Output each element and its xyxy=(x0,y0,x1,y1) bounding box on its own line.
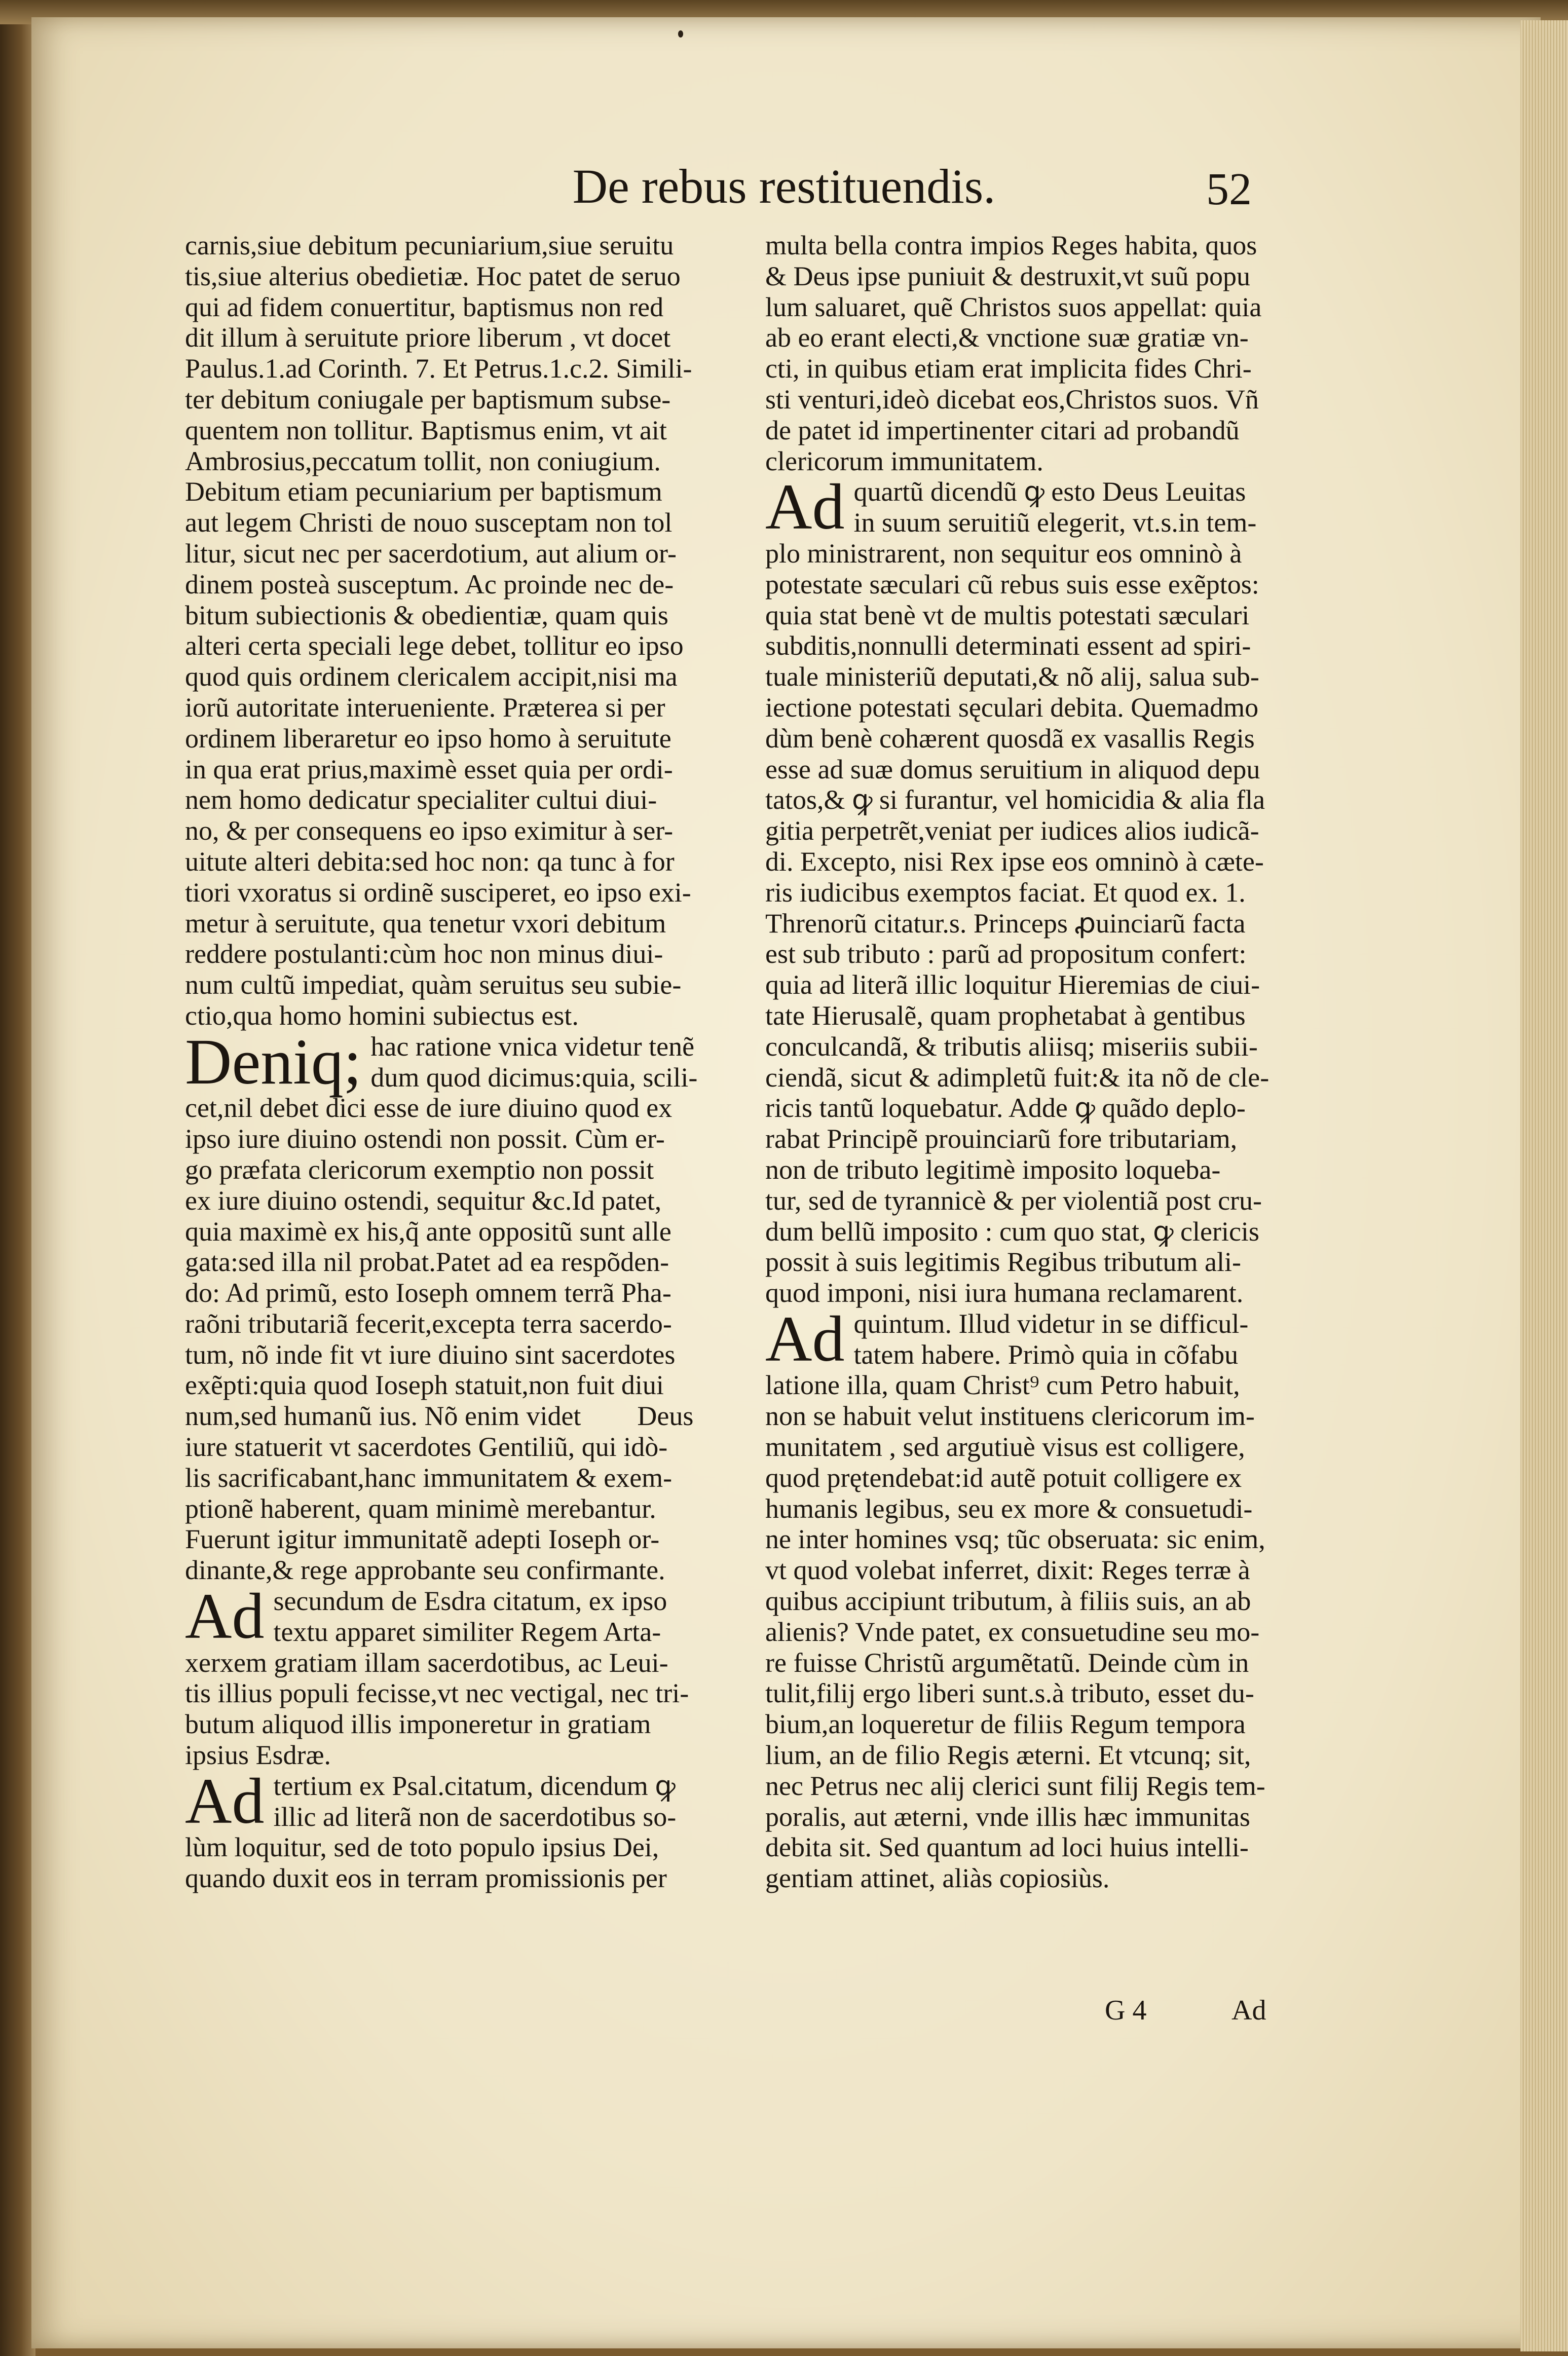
text-line: vt quod volebat inferret, dixit: Reges terræ à xyxy=(765,1555,1250,1586)
text-line: re fuisse Christũ argumẽtatũ. Deinde cùm in xyxy=(765,1647,1249,1678)
text-line: exẽpti:quia quod Ioseph statuit,non fuit diui xyxy=(185,1370,664,1401)
text-line: possit à suis legitimis Regibus tributum ali- xyxy=(765,1247,1241,1278)
ink-spot xyxy=(678,30,683,38)
text-line: tertium ex Psal.citatum, dicendum ꝙ xyxy=(273,1770,676,1801)
text-line: dum bellũ imposito : cum quo stat, ꝙ clericis xyxy=(765,1216,1259,1247)
text-line: humanis legibus, seu ex more & consuetudi- xyxy=(765,1493,1253,1524)
text-line: bitum subiectionis & obedientiæ, quam quis xyxy=(185,600,668,630)
paragraph xyxy=(765,471,1308,1308)
signature-mark: G 4 xyxy=(1105,1995,1147,2026)
text-line: & Deus ipse puniuit & destruxit,vt suũ popu xyxy=(765,260,1250,291)
text-line: tulit,filij ergo liberi sunt.s.à tributo, esset du- xyxy=(765,1678,1254,1709)
text-line: gitia perpetrẽt,veniat per iudices alios iudicã- xyxy=(765,815,1259,846)
text-line: quod quis ordinem clericalem accipit,nisi ma xyxy=(185,661,678,692)
text-line: num,sed humanũ ius. Nõ enim videt᷑ ꝙ Deus xyxy=(185,1401,694,1432)
text-line: ris iudicibus exemptos faciat. Et quod ex. 1. xyxy=(765,877,1246,908)
text-line: in suum seruitiũ elegerit, vt.s.in tem- xyxy=(853,507,1257,538)
text-line: non de tributo legitimè imposito loqueba- xyxy=(765,1154,1221,1185)
running-head: De rebus restituendis. xyxy=(572,159,996,213)
text-line: lis sacrificabant,hanc immunitatem & exem- xyxy=(185,1462,673,1493)
text-line: Paulus.1.ad Corinth. 7. Et Petrus.1.c.2. Simili- xyxy=(185,353,692,384)
text-line: do: Ad primũ, esto Ioseph omnem terrã Pha- xyxy=(185,1278,671,1308)
text-line: ab eo erant electi,& vnctione suæ gratiæ vn- xyxy=(765,322,1249,353)
text-line: di. Excepto, nisi Rex ipse eos omninò à cæte- xyxy=(765,846,1264,877)
text-line: conculcandã, & tributis aliisq; miseriis subii- xyxy=(765,1031,1258,1062)
text-line: subditis,nonnulli determinati essent ad spiri- xyxy=(765,630,1251,661)
text-line: dum quod dicimus:quia, scili- xyxy=(370,1062,698,1093)
text-line: illic ad literã non de sacerdotibus so- xyxy=(273,1801,677,1832)
text-line: ciendã, sicut & adimpletũ fuit:& ita nõ de cle- xyxy=(765,1062,1270,1093)
text-line: quia ad literã illic loquitur Hieremias de ciui- xyxy=(765,969,1260,1000)
text-line: tur, sed de tyrannicè & per violentiã post cru- xyxy=(765,1185,1262,1216)
text-line: iectione potestati sęculari debita. Quemadmo xyxy=(765,692,1259,723)
text-line: alienis? Vnde patet, ex consuetudine seu mo- xyxy=(765,1616,1260,1647)
text-line: nem homo dedicatur specialiter cultui diui- xyxy=(185,784,657,815)
text-line: quia maximè ex his,q̃ ante oppositũ sunt alle xyxy=(185,1216,671,1247)
text-line: ipsius Esdræ. xyxy=(185,1740,331,1771)
paragraph-initial: Deniq; xyxy=(185,1025,362,1098)
text-line: est sub tributo : parũ ad propositum confert: xyxy=(765,939,1247,969)
paragraph-initial: Ad xyxy=(185,1580,265,1653)
text-line: quia stat benè vt de multis potestati sæculari xyxy=(765,600,1250,630)
folio-number: 52 xyxy=(1206,164,1252,214)
paragraph-initial: Ad xyxy=(765,1302,845,1375)
text-line: quod prętendebat:id autẽ potuit colligere ex xyxy=(765,1462,1242,1493)
text-line: ter debitum coniugale per baptismum subse- xyxy=(185,384,671,415)
text-line: metur à seruitute, qua tenetur vxori debitum xyxy=(185,908,666,939)
text-line: qui ad fidem conuertitur, baptismus non red xyxy=(185,291,664,322)
text-line: latione illa, quam Christ⁹ cum Petro habuit, xyxy=(765,1370,1240,1401)
left-column xyxy=(185,230,727,1894)
text-line: reddere postulanti:cùm hoc non minus diui- xyxy=(185,939,663,969)
text-line: xerxem gratiam illam sacerdotibus, ac Leui- xyxy=(185,1647,668,1678)
text-line: iure statuerit vt sacerdotes Gentiliũ, qui idò- xyxy=(185,1432,668,1463)
text-line: Fuerunt igitur immunitatẽ adepti Ioseph or- xyxy=(185,1524,660,1555)
page-fore-edge xyxy=(1520,20,1568,2351)
page-footer xyxy=(1105,1994,1287,2030)
paragraph xyxy=(185,1765,727,1894)
text-line: ipso iure diuino ostendi non possit. Cùm er- xyxy=(185,1124,665,1154)
text-line: lium, an de filio Regis æterni. Et vtcunq; sit, xyxy=(765,1740,1251,1771)
text-line: tis illius populi fecisse,vt nec vectigal, nec tri- xyxy=(185,1678,689,1709)
text-line: secundum de Esdra citatum, ex ipso xyxy=(273,1586,667,1617)
text-line: no, & per consequens eo ipso eximitur à ser- xyxy=(185,815,674,846)
text-line: poralis, aut æterni, vnde illis hæc immunitas xyxy=(765,1801,1250,1832)
text-line: tatem habere. Primò quia in cõfabu xyxy=(853,1339,1239,1370)
text-line: aut legem Christi de nouo susceptam non tol xyxy=(185,507,673,538)
paragraph xyxy=(185,1580,727,1771)
text-line: dinante,& rege approbante seu confirmante. xyxy=(185,1555,665,1586)
paragraph xyxy=(765,1302,1308,1894)
text-line: dùm benè cohærent quosdã ex vasallis Regis xyxy=(765,723,1255,754)
text-line: ptionẽ haberent, quam minimè merebantur. xyxy=(185,1493,656,1524)
text-line: Debitum etiam pecuniarium per baptismum xyxy=(185,476,662,507)
text-line: quod imponi, nisi iura humana reclamarent. xyxy=(765,1278,1244,1308)
text-line: dinem posteà susceptum. Ac proinde nec de- xyxy=(185,569,674,600)
text-line: raõni tributariã fecerit,excepta terra sacerdo- xyxy=(185,1308,672,1339)
text-line: dit illum à seruitute priore liberum , vt docet xyxy=(185,322,671,353)
text-line: gata:sed illa nil probat.Patet ad ea respõden- xyxy=(185,1247,669,1278)
text-line: num cultũ impediat, quàm seruitus seu subie- xyxy=(185,969,682,1000)
text-line: nec Petrus nec alij clerici sunt filij Regis tem- xyxy=(765,1770,1265,1801)
text-line: non se habuit velut instituens clericorum im- xyxy=(765,1401,1255,1432)
text-line: quibus accipiunt tributum, à filiis suis, an ab xyxy=(765,1586,1251,1617)
text-line: in qua erat prius,maximè esset quia per ordi- xyxy=(185,754,673,784)
paragraph xyxy=(185,230,727,1031)
text-line: de patet id impertinenter citari ad probandũ xyxy=(765,415,1240,445)
text-line: tatos,& ꝙ si furantur, vel homicidia & alia fla xyxy=(765,784,1265,815)
text-line: munitatem , sed argutiuè visus est colligere, xyxy=(765,1432,1245,1463)
text-line: quintum. Illud videtur in se difficul- xyxy=(853,1308,1249,1339)
text-line: tuale ministeriũ deputati,& nõ alij, salua sub- xyxy=(765,661,1259,692)
text-line: potestate sæculari cũ rebus suis esse exẽptos: xyxy=(765,569,1259,600)
text-line: clericorum immunitatem. xyxy=(765,445,1043,476)
text-line: quentem non tollitur. Baptismus enim, vt ait xyxy=(185,415,667,445)
text-line: multa bella contra impios Reges habita, quos xyxy=(765,230,1257,260)
text-line: tum, nõ inde fit vt iure diuino sint sacerdotes xyxy=(185,1339,676,1370)
text-line: iorũ autoritate interueniente. Præterea si per xyxy=(185,692,665,723)
text-line: carnis,siue debitum pecuniarium,siue seruitu xyxy=(185,230,674,260)
text-line: tis,siue alterius obedietiæ. Hoc patet de seruo xyxy=(185,260,681,291)
text-line: plo ministrarent, non sequitur eos omninò à xyxy=(765,538,1242,569)
text-line: tate Hierusalẽ, quam prophetabat à gentibus xyxy=(765,1000,1246,1031)
text-line: Threnorũ citatur.s. Princeps ꝓuinciarũ facta xyxy=(765,908,1246,939)
book-spine xyxy=(0,0,35,2356)
text-line: lùm loquitur, sed de toto populo ipsius Dei, xyxy=(185,1832,659,1863)
text-line: gentiam attinet, aliàs copiosiùs. xyxy=(765,1863,1110,1894)
text-line: butum aliquod illis imponeretur in gratiam xyxy=(185,1709,651,1740)
text-line: alteri certa speciali lege debet, tollitur eo ipso xyxy=(185,630,684,661)
catchword: Ad xyxy=(1231,1995,1266,2026)
text-line: bium,an loqueretur de filiis Regum tempora xyxy=(765,1709,1246,1740)
text-line: ordinem liberaretur eo ipso homo à seruitute xyxy=(185,723,671,754)
text-line: hac ratione vnica videtur tenẽ xyxy=(370,1031,695,1062)
paragraph-initial: Ad xyxy=(765,471,845,543)
text-line: go præfata clericorum exemptio non possit xyxy=(185,1154,654,1185)
text-line: textu apparet similiter Regem Arta- xyxy=(273,1616,661,1647)
text-line: cet,nil debet dici esse de iure diuino quod ex xyxy=(185,1093,673,1124)
text-line: litur, sicut nec per sacerdotium, aut alium or- xyxy=(185,538,677,569)
text-line: debita sit. Sed quantum ad loci huius intelli- xyxy=(765,1832,1249,1863)
text-line: sti venturi,ideò dicebat eos,Christos suos. Vñ xyxy=(765,384,1259,415)
text-line: tiori vxoratus si ordinẽ susciperet, eo ipso exi- xyxy=(185,877,691,908)
right-column xyxy=(765,230,1308,1894)
text-line: cti, in quibus etiam erat implicita fides Chri- xyxy=(765,353,1252,384)
paragraph xyxy=(765,230,1308,476)
text-line: rabat Principẽ prouinciarũ fore tributariam, xyxy=(765,1124,1238,1154)
text-line: ricis tantũ loquebatur. Adde ꝙ quãdo deplo- xyxy=(765,1093,1246,1124)
text-line: lum saluaret, quẽ Christos suos appellat: quia xyxy=(765,291,1262,322)
text-line: ex iure diuino ostendi, sequitur &c.Id patet, xyxy=(185,1185,662,1216)
text-line: ctio,qua homo homini subiectus est. xyxy=(185,1000,579,1031)
paragraph-initial: Ad xyxy=(185,1765,265,1837)
text-line: Ambrosius,peccatum tollit, non coniugium. xyxy=(185,445,661,476)
text-line: esse ad suæ domus seruitium in aliquod depu xyxy=(765,754,1260,784)
text-line: uitute alteri debita:sed hoc non: qa tunc à for xyxy=(185,846,675,877)
paragraph xyxy=(185,1025,727,1586)
text-line: quando duxit eos in terram promissionis per xyxy=(185,1863,667,1894)
text-line: quartũ dicendũ ꝙ esto Deus Leuitas xyxy=(853,476,1246,507)
text-line: ne inter homines vsq; tũc obseruata: sic enim, xyxy=(765,1524,1265,1555)
